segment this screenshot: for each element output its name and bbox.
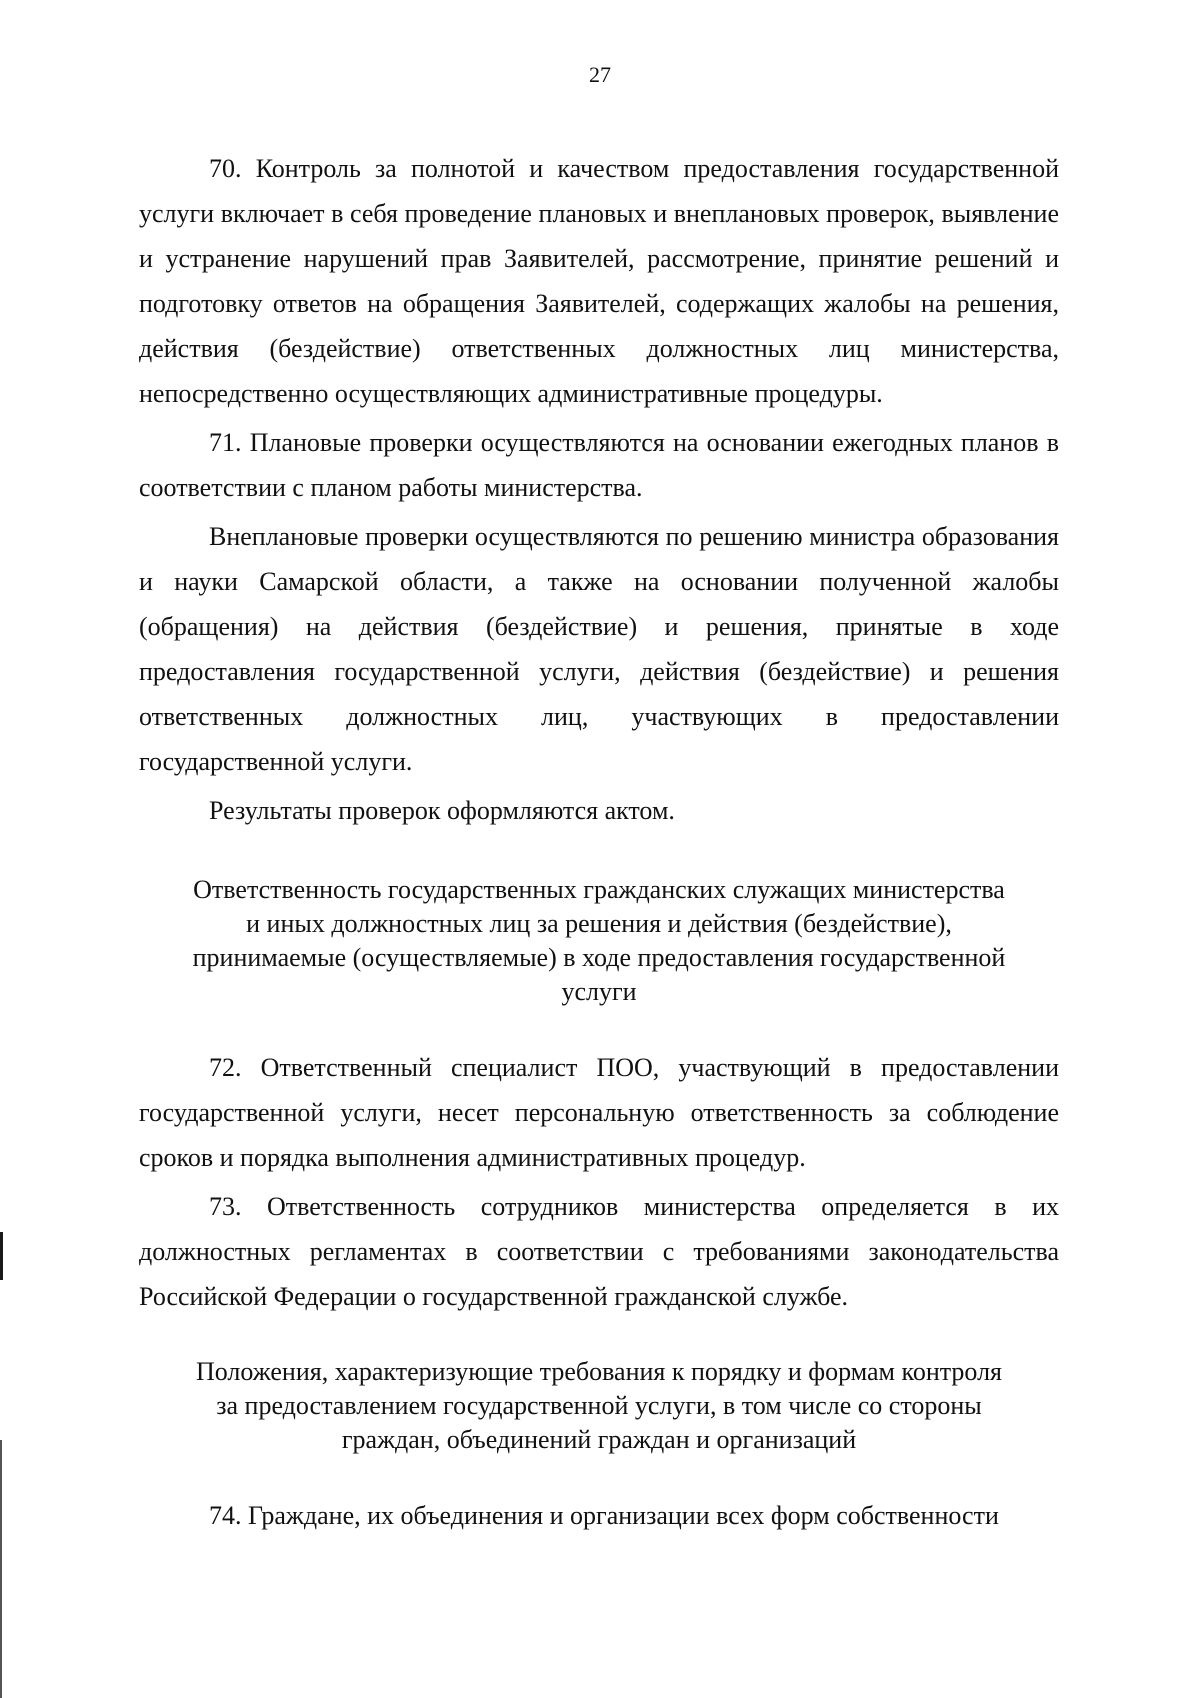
scan-edge-mark [0, 1232, 3, 1280]
section-heading-control-forms [139, 1355, 1059, 1457]
heading-line: услуги [561, 977, 637, 1006]
paragraph-71-results: Результаты проверок оформляются актом. [209, 796, 675, 825]
heading-line: Положения, характеризующие требования к порядку и формам контроля [195, 1357, 1002, 1386]
paragraph-74: 74. Граждане, их объединения и организации всех форм собственности [209, 1501, 999, 1530]
paragraph-72: 72. Ответственный специалист ПОО, участвующий в предоставлении государственной услуги, несет персональную ответственность за соблюдение сроков и порядка выполнения административных процедур. [139, 1053, 1059, 1172]
heading-line: принимаемые (осуществляемые) в ходе предоставления государственной [192, 943, 1006, 972]
page-number: 27 [589, 62, 611, 87]
heading-line: граждан, объединений граждан и организаций [341, 1425, 857, 1454]
scan-edge-line [0, 1440, 2, 1698]
heading-line: и иных должностных лиц за решения и действия (бездействие), [246, 909, 952, 938]
document-body [139, 146, 1059, 1538]
paragraph-71-unplanned: Внеплановые проверки осуществляются по решению министра образования и науки Самарской области, а также на основании полученной жалобы (обращения) на действия (бездействие) и решения, принятые в ходе предоставления государственной услуги, действия (бездействие) и решения ответственных должностных лиц, участвующих в предоставлении государственной услуги. [139, 522, 1059, 776]
section-heading-responsibility [139, 873, 1059, 1009]
paragraph-71: 71. Плановые проверки осуществляются на основании ежегодных планов в соответствии с планом работы министерства. [139, 428, 1059, 502]
heading-line: за предоставлением государственной услуги, в том числе со стороны [216, 1391, 982, 1420]
paragraph-73: 73. Ответственность сотрудников министерства определяется в их должностных регламентах в соответствии с требованиями законодательства Российской Федерации о государственной гражданской службе. [139, 1192, 1059, 1311]
heading-line: Ответственность государственных гражданских служащих министерства [193, 875, 1005, 904]
paragraph-70: 70. Контроль за полнотой и качеством предоставления государственной услуги включает в себя проведение плановых и внеплановых проверок, выявление и устранение нарушений прав Заявителей, рассмотрение, принятие решений и подготовку ответов на обращения Заявителей, содержащих жалобы на решения, действия (бездействие) ответственных должностных лиц министерства, непосредственно осуществляющих административные процедуры. [139, 154, 1059, 408]
